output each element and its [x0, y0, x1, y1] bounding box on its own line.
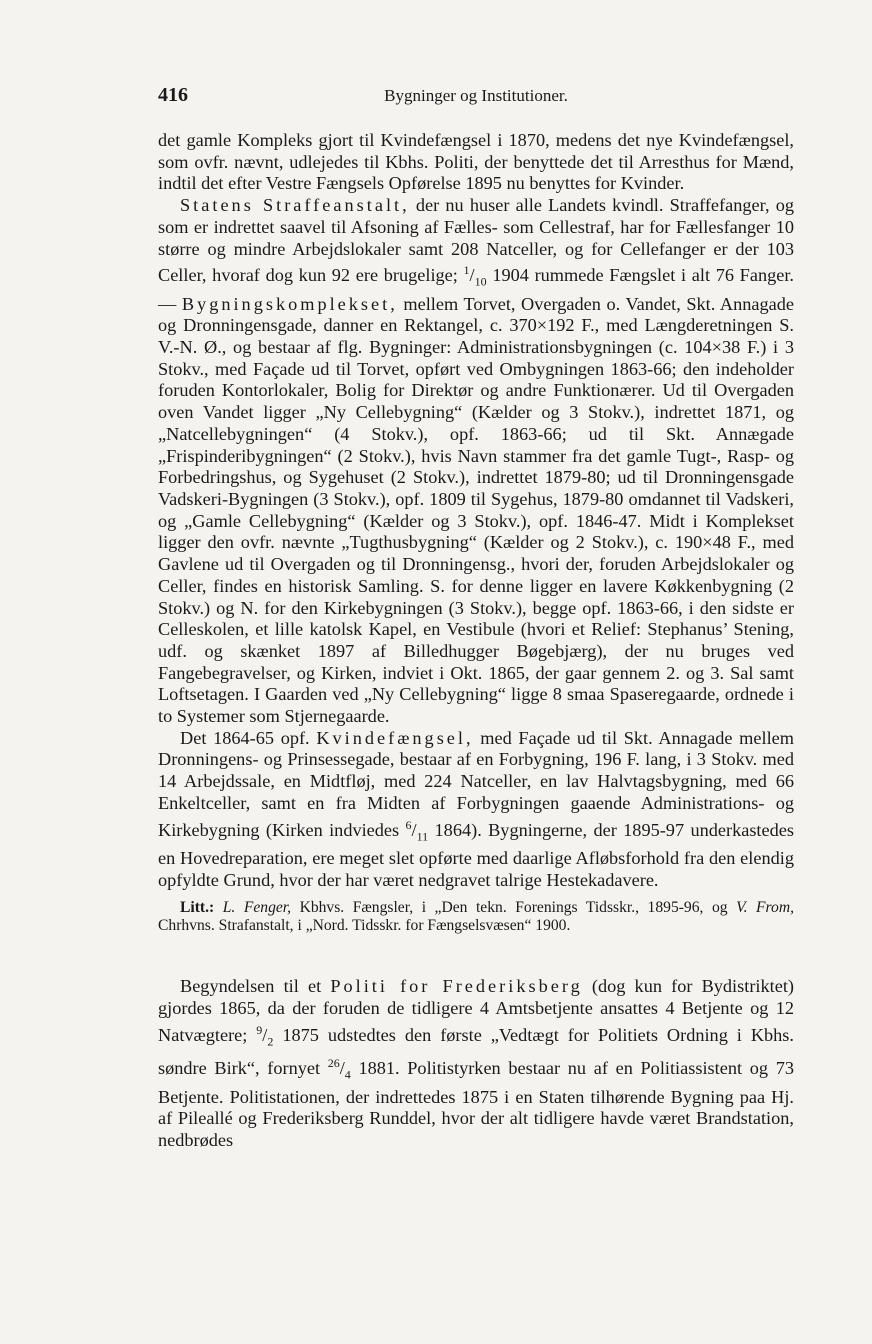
page-body — [158, 130, 794, 1152]
text: Det 1864-65 opf. — [180, 727, 317, 748]
fraction-numerator: 1 — [463, 263, 470, 278]
paragraph-kvindefaengsel — [158, 728, 794, 892]
text: Begyndelsen til et — [180, 976, 331, 997]
spaced-heading: Bygningskomplekset, — [181, 293, 398, 314]
paragraph-continued: det gamle Kompleks gjort til Kvindefængsel i 1870, medens det nye Kvindefængsel, som ovfr. nævnt, udlejedes til Kbhs. Politi, der benyttede det til Arresthus for Mænd, indtil det efter Vestre Fængsels Opførelse 1895 nu benyttes for Kvinder. — [158, 130, 794, 194]
text: Chrhvns. Strafanstalt, i „Nord. Tidsskr. for Fængselsvæsen“ 1900. — [158, 917, 571, 935]
literature-note — [158, 899, 794, 935]
fraction: $^6/_{11}$ — [405, 817, 429, 844]
text: med Façade ud til Skt. Annagade mellem Dronningens- og Prinsessegade, bestaar af en Forbygning, 196 F. lang, i 3 Stokv. med 14 Arbejdssale, en Midtfløj, med 224 Natceller, en lav Halvtagsbygning, med 66 Enkeltceller, samt en fra Midten af Forbygningen gaaende Administrations- og Kirkebygning (Kirken indviedes — [158, 727, 794, 840]
fraction-numerator: 26 — [327, 1056, 340, 1071]
fraction-denominator: 11 — [416, 829, 429, 844]
fraction-denominator: 4 — [344, 1068, 351, 1083]
text: 1881. Politistyrken bestaar nu af en Politiassistent og 73 Betjente. Politistationen, der indrettedes 1875 i en Staten tilhørende Bygning paa Hj. af Pileallé og Frederiksberg Runddel, hvor der alt tidligere havde været Brandstation, nedbrødes — [158, 1058, 794, 1151]
text: 1864). Bygningerne, der 1895-97 underkastedes en Hovedreparation, ere meget slet opførte med daarlige Afløbsforhold fra den elendig opfyldte Grund, hvor der har været nedgravet talrige Hestekadavere. — [158, 819, 794, 890]
author-name: L. Fenger, — [222, 899, 292, 917]
spaced-heading: Kvindefængsel, — [316, 727, 474, 748]
paragraph-politi — [158, 976, 794, 1151]
text: der nu huser alle Landets kvindl. Straffefanger, og som er indrettet saavel til Afsoning af Fælles- som Cellestraf, har for Fællesfanger 10 større og mindre Arbejdslokaler samt 208 Natceller, og for Cellefanger er der 103 Celler, hvoraf dog kun 92 ere brugelige; — [158, 195, 795, 286]
fraction-numerator: 9 — [256, 1022, 263, 1037]
literature-label: Litt.: — [180, 899, 215, 917]
fraction-denominator: 10 — [474, 274, 487, 289]
text: mellem Torvet, Overgaden o. Vandet, Skt. Annagade og Dronningensgade, danner en Rektangel, c. 370×192 F., med Længderetningen S. V.-N. Ø., og bestaar af flg. Bygninger: Administrationsbygningen (c. 104×38 F.) i 3 Stokv., med Façade ud til Torvet, opført ved Ombygningen 1863-66; den indeholder foruden Kontorlokaler, Bolig for Direktør og andre Funktionærer. Ud til Overgaden oven Vandet ligger „Ny Cellebygning“ (Kælder og 3 Stokv.), indrettet 1871, og „Natcellebygningen“ (4 Stokv.), opf. 1863-66; ud til Skt. Annægade „Frispinderibygningen“ (2 Stokv.), hvis Navn stammer fra det gamle Tugt-, Rasp- og Forbedringshus, og Sygehuset (2 Stokv.), indrettet 1879-80; ud til Dronningensgade Vadskeri-Bygningen (3 Stokv.), opf. 1809 til Sygehus, 1879-80 omdannet til Vadskeri, og „Gamle Cellebygning“ (Kælder og 3 Stokv.), opf. 1846-47. Midt i Komplekset ligger den ovfr. nævnte „Tugthusbygning“ (Kælder og 2 Stokv.), c. 190×48 F., med Gavlene ud til Overgaden og til Dronningensg., hvori der, foruden Arbejdslokaler og Celler, findes en historisk Samling. S. for denne ligger en lavere Køkkenbygning (2 Stokv.) og N. for den Kirkebygningen (3 Stokv.), begge opf. 1863-66, i den sidste er Celleskolen, et lille katolsk Kapel, en Vestibule (hvori et Relief: Stephanus’ Stening, udf. og skænket 1897 af Billedhugger Bøgebjærg), der nu bruges ved Fangebegravelser, og Kirken, indviet i Okt. 1865, der gaar gennem 2. og 3. Sal samt Loftsetagen. I Gaarden ved „Ny Cellebygning“ ligge 8 smaa Spaseregaarde, ordnede i to Systemer som Stjernegaarde. — [158, 293, 794, 727]
text: 1875 udstedtes den første „Vedtægt for Politiets Ordning i Kbhs. søndre Birk“, fornyet — [158, 1024, 794, 1079]
fraction-denominator: 2 — [267, 1034, 274, 1049]
text: Kbhvs. Fængsler, i „Den tekn. Forenings Tidsskr., 1895-96, og — [291, 899, 737, 917]
running-head: Bygninger og Institutioner. — [384, 86, 568, 105]
page-header — [158, 84, 794, 108]
spaced-heading: Politi for Frederiksberg — [330, 976, 583, 997]
paragraph-straffeanstalt — [158, 195, 794, 728]
fraction: $^9/_2$ — [256, 1022, 274, 1049]
section-gap — [158, 935, 794, 976]
fraction: $^1/_{10}$ — [463, 263, 487, 289]
fraction: $^{26}/_4$ — [327, 1056, 351, 1083]
spaced-heading: Statens Straffeanstalt, — [180, 195, 410, 216]
fraction-numerator: 6 — [405, 817, 412, 832]
text: (dog kun for Bydistriktet) gjordes 1865, da der foruden de tidligere 4 Amtsbetjente ansattes 4 Betjente og 12 Natvægtere; — [158, 976, 794, 1045]
author-name: V. From, — [736, 899, 794, 917]
page-number: 416 — [158, 84, 188, 106]
text: 1904 rummede Fængslet i alt 76 Fanger. — — [158, 265, 794, 314]
